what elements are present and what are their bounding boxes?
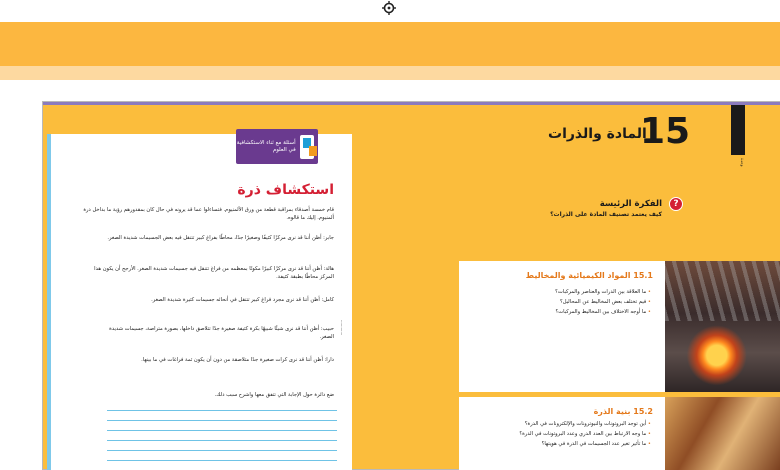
chapter-number: 15 — [640, 111, 691, 152]
chapter-tab-label: وحدة — [740, 158, 745, 167]
answer-line[interactable] — [107, 420, 337, 421]
header-band-light — [0, 66, 780, 80]
list-item: • أين توجد البروتونات والنيوترونات والإلكترونات في الذرة؟ — [466, 419, 651, 429]
key-idea-question: كيف يعتمد تصنيف المادة على الذرات؟ — [550, 211, 662, 218]
section-title: المواد الكيميائية والمخاليط — [525, 271, 631, 280]
choice-item: جابر: أظن أننا قد نرى مركزًا كثيفًا وصغيرًا جدًا، محاطًا بفراغ كبير تتنقل فيه بعض الجسيمات شديدة الصغر. — [107, 235, 334, 241]
page-edge-text: ············ — [339, 320, 344, 336]
badge-logo-icon — [300, 135, 314, 159]
left-page-intro: قام خمسة أصدقاء بمراقبة قطعة من ورق الألمنيوم. فتساءلوا عما قد يرونه في حال كان بمقدورهم رؤية ما بداخل ذرة ألمنيوم. إليك ما قالوه. — [83, 207, 334, 221]
section-title: بنية الذرة — [593, 407, 631, 416]
section-card[interactable] — [459, 397, 665, 470]
section-number: 15.1 — [633, 271, 653, 280]
left-page-spine — [47, 134, 51, 470]
section-heading — [526, 271, 653, 280]
answer-line[interactable] — [107, 410, 337, 411]
answer-line[interactable] — [107, 460, 337, 461]
list-item: • فيم تختلف بعض المخاليط عن المحاليل؟ — [466, 297, 651, 307]
chapter-title: المادة والذرات — [548, 126, 647, 142]
header-band — [0, 22, 780, 66]
answer-line[interactable] — [107, 440, 337, 441]
section-questions — [466, 287, 651, 317]
left-page — [47, 134, 352, 470]
section-questions — [466, 419, 651, 449]
chapter-tab — [731, 105, 745, 155]
list-item: • ما وجه الارتباط بين العدد الذري وعدد البروتونات في الذرة؟ — [466, 429, 651, 439]
section-card[interactable] — [459, 261, 665, 392]
copper-photo — [665, 397, 780, 470]
spread-top-rule — [43, 102, 780, 105]
section-heading — [594, 407, 653, 416]
list-item: • ما أوجه الاختلاف بين المخاليط والمركبات؟ — [466, 307, 651, 317]
answer-instruction: ضع دائرة حول الإجابة التي تتفق معها واشرح سبب ذلك. — [214, 392, 334, 398]
question-icon: ? — [669, 197, 683, 211]
science-probe-badge — [236, 129, 318, 164]
key-idea-title: الفكرة الرئيسة — [599, 199, 662, 209]
molten-metal-photo-overlay — [665, 261, 780, 321]
section-number: 15.2 — [633, 407, 653, 416]
choice-item: حبيب: أظن أننا قد نرى شيئًا شبيهًا بكرة كثيفة صغيرة جدًا تتلاصق داخلها، بصورة متراصة، جسيمات شديدة الصغر. — [109, 326, 334, 340]
left-page-title: استكشاف ذرة — [237, 182, 334, 198]
answer-line[interactable] — [107, 450, 337, 451]
choice-item: كامل: أظن أننا قد نرى مجرد فراغ كبير تتنقل في أنحائه جسيمات كثيرة شديدة الصغر. — [151, 297, 334, 303]
choice-item: هالة: أظن أننا قد نرى مركزًا كبيرًا مكونًا بمعظمه من فراغ تتنقل فيه جسيمات شديدة الصغر. الأرجح أن يكون هذا المركز محاطًا بطبقة كثيفة. — [94, 266, 334, 280]
list-item: • ما تأثير تغير عدد الجسيمات في الذرة في هويتها؟ — [466, 439, 651, 449]
choice-item: دارا: أظن أننا قد نرى كرات صغيرة جدًا متلاصقة من دون أن يكون ثمة فراغات في ما بينها. — [141, 357, 334, 363]
list-item: • ما العلاقة بين الذرات والعناصر والمركبات؟ — [466, 287, 651, 297]
answer-line[interactable] — [107, 430, 337, 431]
crosshair-icon[interactable] — [382, 1, 396, 15]
badge-label: أسئلة مع ثناء الاستكشافية في العلوم — [236, 139, 296, 153]
